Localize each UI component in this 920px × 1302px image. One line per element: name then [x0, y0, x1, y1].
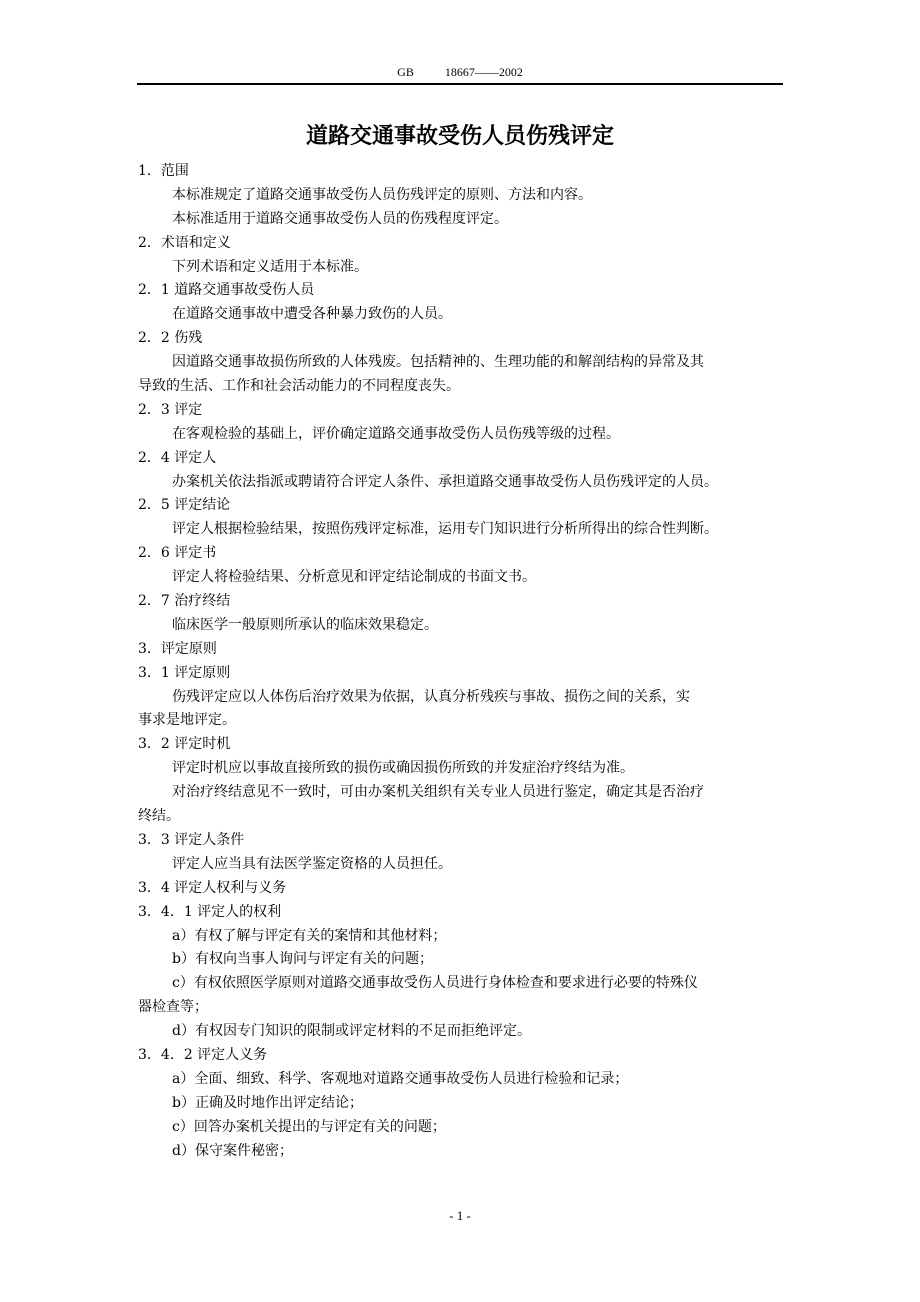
section-heading-line: 2．2 伤残: [138, 330, 203, 347]
section-heading-line: 1．范围: [138, 163, 189, 179]
body-paragraph-line: d）保守案件秘密；: [172, 1142, 293, 1159]
section-heading-line: 3．评定原则: [138, 640, 217, 657]
document-title: 道路交通事故受伤人员伤残评定: [305, 123, 614, 149]
body-paragraph-line: 对治疗终结意见不一致时，可由办案机关组织有关专业人员进行鉴定，确定其是否治疗: [172, 784, 704, 801]
section-heading-line: 器检查等；: [138, 999, 208, 1016]
body-paragraph-line: 本标准适用于道路交通事故受伤人员的伤残程度评定。: [172, 210, 508, 227]
body-paragraph-line: a）有权了解与评定有关的案情和其他材料；: [172, 927, 447, 944]
section-heading-line: 2．6 评定书: [138, 545, 217, 562]
section-heading-line: 3．4．1 评定人的权利: [138, 903, 282, 920]
section-heading-line: 2．3 评定: [138, 401, 203, 418]
section-heading-line: 终结。: [138, 808, 180, 825]
document-body: [138, 160, 798, 1163]
body-paragraph-line: 因道路交通事故损伤所致的人体残废。包括精神的、生理功能的和解剖结构的异常及其: [172, 354, 704, 371]
section-heading-line: 3．3 评定人条件: [138, 831, 245, 848]
section-heading-line: 导致的生活、工作和社会活动能力的不同程度丧失。: [138, 378, 460, 395]
body-paragraph-line: 临床医学一般原则所承认的临床效果稳定。: [172, 616, 438, 633]
body-paragraph-line: c）回答办案机关提出的与评定有关的问题；: [172, 1118, 446, 1135]
section-heading-line: 3．1 评定原则: [138, 664, 231, 681]
body-paragraph-line: 在道路交通事故中遭受各种暴力致伤的人员。: [172, 306, 452, 323]
body-paragraph-line: 评定时机应以事故直接所致的损伤或确因损伤所致的并发症治疗终结为准。: [172, 760, 634, 777]
body-paragraph-line: b）有权向当事人询问与评定有关的问题；: [172, 951, 433, 968]
body-paragraph-line: 办案机关依法指派或聘请符合评定人条件、承担道路交通事故受伤人员伤残评定的人员。: [172, 473, 718, 490]
body-paragraph-line: d）有权因专门知识的限制或评定材料的不足而拒绝评定。: [172, 1023, 531, 1040]
body-paragraph-line: 评定人将检验结果、分析意见和评定结论制成的书面文书。: [172, 569, 536, 586]
body-paragraph-line: 评定人应当具有法医学鉴定资格的人员担任。: [172, 855, 452, 872]
body-paragraph-line: 下列术语和定义适用于本标准。: [172, 258, 368, 275]
section-heading-line: 3．4 评定人权利与义务: [138, 879, 287, 896]
section-heading-line: 2．7 治疗终结: [138, 593, 231, 610]
page-number: - 1 -: [449, 1208, 471, 1223]
section-heading-line: 3．2 评定时机: [138, 736, 231, 753]
section-heading-line: 2．4 评定人: [138, 449, 217, 466]
section-heading-line: 3．4．2 评定人义务: [138, 1046, 268, 1063]
section-heading-line: 2．1 道路交通事故受伤人员: [138, 282, 315, 299]
body-paragraph-line: 伤残评定应以人体伤后治疗效果为依据，认真分析残疾与事故、损伤之间的关系，实: [172, 688, 690, 705]
standard-number: 18667——2002: [444, 65, 523, 79]
body-paragraph-line: a）全面、细致、科学、客观地对道路交通事故受伤人员进行检验和记录；: [172, 1070, 629, 1087]
page-header: [137, 64, 783, 80]
header-divider: [137, 83, 783, 85]
section-heading-line: 事求是地评定。: [138, 712, 236, 729]
body-paragraph-line: b）正确及时地作出评定结论；: [172, 1094, 363, 1111]
body-paragraph-line: 在客观检验的基础上，评价确定道路交通事故受伤人员伤残等级的过程。: [172, 425, 620, 442]
body-paragraph-line: 评定人根据检验结果，按照伤残评定标准，运用专门知识进行分析所得出的综合性判断。: [172, 521, 718, 538]
body-paragraph-line: c）有权依照医学原则对道路交通事故受伤人员进行身体检查和要求进行必要的特殊仪: [172, 975, 698, 992]
standard-code: GB: [397, 65, 414, 79]
section-heading-line: 2．5 评定结论: [138, 497, 231, 514]
section-heading-line: 2．术语和定义: [138, 234, 231, 251]
body-paragraph-line: 本标准规定了道路交通事故受伤人员伤残评定的原则、方法和内容。: [172, 186, 592, 203]
